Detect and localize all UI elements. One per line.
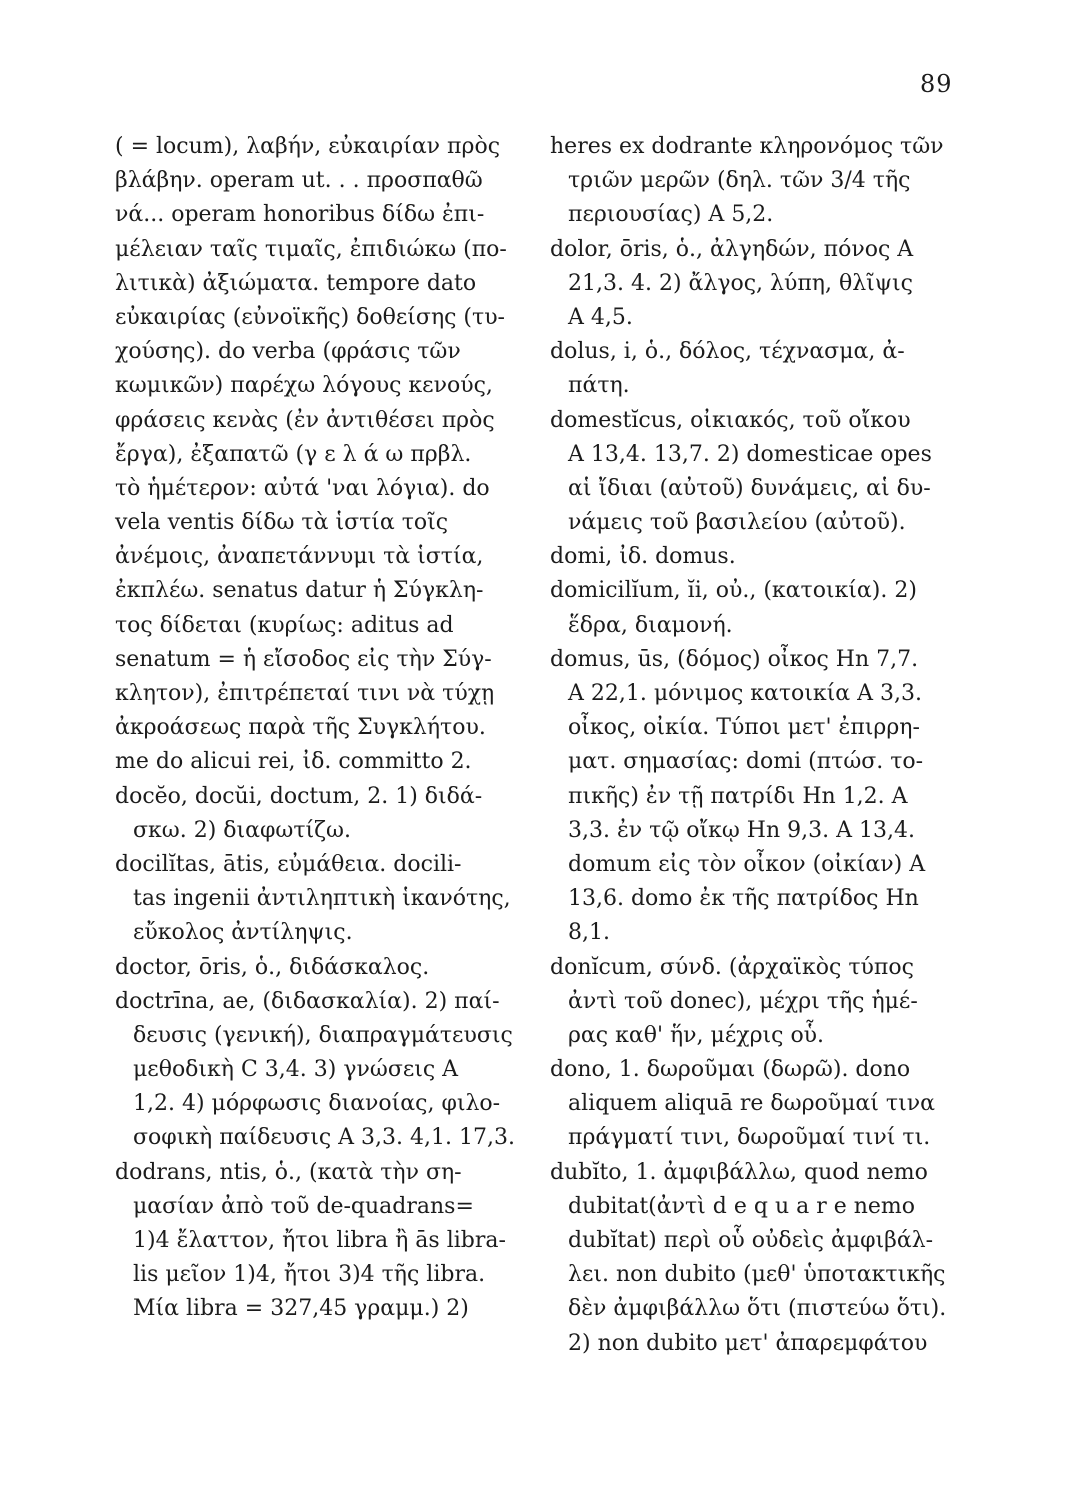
text-line: dodrans, ntis, ὁ., (κατὰ τὴν ση-: [115, 1159, 462, 1185]
text-line: me do alicui rei, ἰδ. committo 2.: [115, 749, 472, 775]
text-line: ἕδρα, διαμονή.: [568, 612, 733, 638]
text-line: λιτικὰ) ἀξιώματα. tempore dato: [115, 270, 477, 296]
text-line: σοφικὴ παίδευσις A 3,3. 4,1. 17,3.: [133, 1125, 515, 1151]
right-column: [550, 130, 970, 1361]
text-line: 2) non dubito μετ' ἀπαρεμφάτου: [568, 1330, 928, 1356]
text-line: dolor, ōris, ὁ., ἀλγηδών, πόνος A: [550, 236, 914, 262]
text-line: περιουσίας) A 5,2.: [568, 202, 774, 228]
text-line: αἱ ἴδιαι (αὐτοῦ) δυνάμεις, αἱ δυ-: [568, 475, 931, 501]
text-line: A 13,4. 13,7. 2) domesticae opes: [568, 441, 932, 467]
text-line: κωμικῶν) παρέχω λόγους κενούς,: [115, 373, 493, 399]
text-line: doctrīna, ae, (διδασκαλία). 2) παί-: [115, 988, 500, 1014]
left-column: [115, 130, 535, 1327]
text-line: 13,6. domo ἐκ τῆς πατρίδος Hn: [568, 886, 919, 912]
text-line: 1,2. 4) μόρφωσις διανοίας, φιλο-: [133, 1091, 501, 1117]
text-line: vela ventis δίδω τὰ ἱστία τοῖς: [115, 510, 449, 536]
text-line: ἐκπλέω. senatus datur ἡ Σύγκλη-: [115, 578, 484, 604]
text-line: φράσεις κενὰς (ἐν ἀντιθέσει πρὸς: [115, 407, 495, 433]
text-line: A 4,5.: [568, 304, 633, 330]
text-line: senatum = ἡ εἴσοδος εἰς τὴν Σύγ-: [115, 646, 492, 672]
text-line: heres ex dodrante κληρονόμος τῶν: [550, 134, 944, 159]
text-line: domus, ūs, (δόμος) οἶκος Hn 7,7.: [550, 646, 919, 672]
text-line: ἀνέμοις, ἀναπετάννυμι τὰ ἱστία,: [115, 544, 484, 570]
text-line: μεθοδικὴ C 3,4. 3) γνώσεις A: [133, 1057, 459, 1083]
page-number: 89: [920, 70, 953, 98]
text-line: tas ingenii ἀντιληπτικὴ ἱκανότης,: [133, 886, 511, 912]
text-line: A 22,1. μόνιμος κατοικία A 3,3.: [568, 681, 922, 706]
text-line: δευσις (γενική), διαπραγμάτευσις: [133, 1022, 513, 1048]
text-line: πάτη.: [568, 373, 630, 399]
text-line: Μία libra = 327,45 γραμμ.) 2): [133, 1296, 469, 1322]
text-line: domi, ἰδ. domus.: [550, 544, 736, 570]
text-line: ἔργα), ἐξαπατῶ (γ ε λ ά ω πρβλ.: [115, 441, 472, 467]
text-line: docilĭtas, ātis, εὐμάθεια. docili-: [115, 851, 462, 877]
text-line: μασίαν ἀπὸ τοῦ de-quadrans=: [133, 1193, 474, 1219]
text-line: aliquem aliquā re δωροῦμαί τινα: [568, 1091, 935, 1117]
text-line: λει. non dubito (μεθ' ὑποτακτικῆς: [568, 1262, 946, 1288]
text-line: βλάβην. operam ut. . . προσπαθῶ: [115, 168, 483, 194]
text-line: εὐκαιρίας (εὐνοϊκῆς) δοθείσης (τυ-: [115, 304, 505, 330]
text-line: οἶκος, οἰκία. Τύποι μετ' ἐπιρρη-: [568, 715, 920, 741]
text-line: ( = locum), λαβήν, εὐκαιρίαν πρὸς: [115, 134, 501, 159]
text-line: ματ. σημασίας: domi (πτώσ. το-: [568, 749, 924, 775]
text-line: σκω. 2) διαφωτίζω.: [133, 817, 351, 843]
text-line: domicilĭum, ĭi, οὐ., (κατοικία). 2): [550, 578, 917, 604]
text-line: νά... operam honoribus δίδω ἐπι-: [115, 202, 485, 228]
text-line: 1)4 ἔλαττον, ἤτοι libra ἢ ās libra-: [133, 1228, 506, 1253]
text-line: ἀκροάσεως παρὰ τῆς Συγκλήτου.: [115, 715, 486, 741]
text-line: μέλειαν ταῖς τιμαῖς, ἐπιδιώκω (πο-: [115, 236, 507, 262]
text-line: dubitat(ἀντὶ d e q u a r e nemo: [568, 1193, 916, 1219]
text-line: dubĭtat) περὶ οὗ οὐδεὶς ἀμφιβάλ-: [568, 1228, 934, 1253]
text-line: dono, 1. δωροῦμαι (δωρῶ). dono: [550, 1057, 911, 1083]
text-line: εὔκολος ἀντίληψις.: [133, 920, 353, 946]
text-line: ρας καθ' ἥν, μέχρις οὗ.: [568, 1022, 825, 1048]
text-line: domestĭcus, οἰκιακός, τοῦ οἴκου: [550, 407, 911, 433]
text-line: 3,3. ἐν τῷ οἴκῳ Hn 9,3. A 13,4.: [568, 817, 915, 843]
text-line: docĕo, docŭi, doctum, 2. 1) διδά-: [115, 783, 483, 809]
text-line: κλητον), ἐπιτρέπεταί τινι νὰ τύχῃ: [115, 681, 495, 706]
text-line: dolus, i, ὁ., δόλος, τέχνασμα, ἀ-: [550, 339, 905, 365]
text-line: ἀντὶ τοῦ donec), μέχρι τῆς ἡμέ-: [568, 988, 918, 1014]
text-line: δὲν ἀμφιβάλλω ὅτι (πιστεύω ὅτι).: [568, 1296, 947, 1322]
text-line: lis μεῖον 1)4, ἤτοι 3)4 τῆς libra.: [133, 1262, 486, 1288]
text-line: dubĭto, 1. ἀμφιβάλλω, quod nemo: [550, 1159, 928, 1185]
text-line: χούσης). do verba (φράσις τῶν: [115, 339, 461, 365]
text-line: τριῶν μερῶν (δηλ. τῶν 3/4 τῆς: [568, 168, 911, 194]
text-line: domum εἰς τὸν οἶκον (οἰκίαν) A: [568, 851, 926, 877]
text-line: 8,1.: [568, 920, 610, 946]
text-line: πράγματί τινι, δωροῦμαί τινί τι.: [568, 1125, 931, 1151]
text-line: donĭcum, σύνδ. (ἀρχαϊκὸς τύπος: [550, 954, 914, 980]
text-line: τὸ ἡμέτερον: αὐτά 'ναι λόγια). do: [115, 475, 490, 501]
text-line: 21,3. 4. 2) ἄλγος, λύπη, θλῖψις: [568, 270, 913, 296]
text-line: πικῆς) ἐν τῇ πατρίδι Hn 1,2. A: [568, 783, 908, 809]
text-line: doctor, ōris, ὁ., διδάσκαλος.: [115, 954, 430, 980]
text-line: τος δίδεται (κυρίως: aditus ad: [115, 612, 454, 638]
text-line: νάμεις τοῦ βασιλείου (αὐτοῦ).: [568, 510, 906, 536]
